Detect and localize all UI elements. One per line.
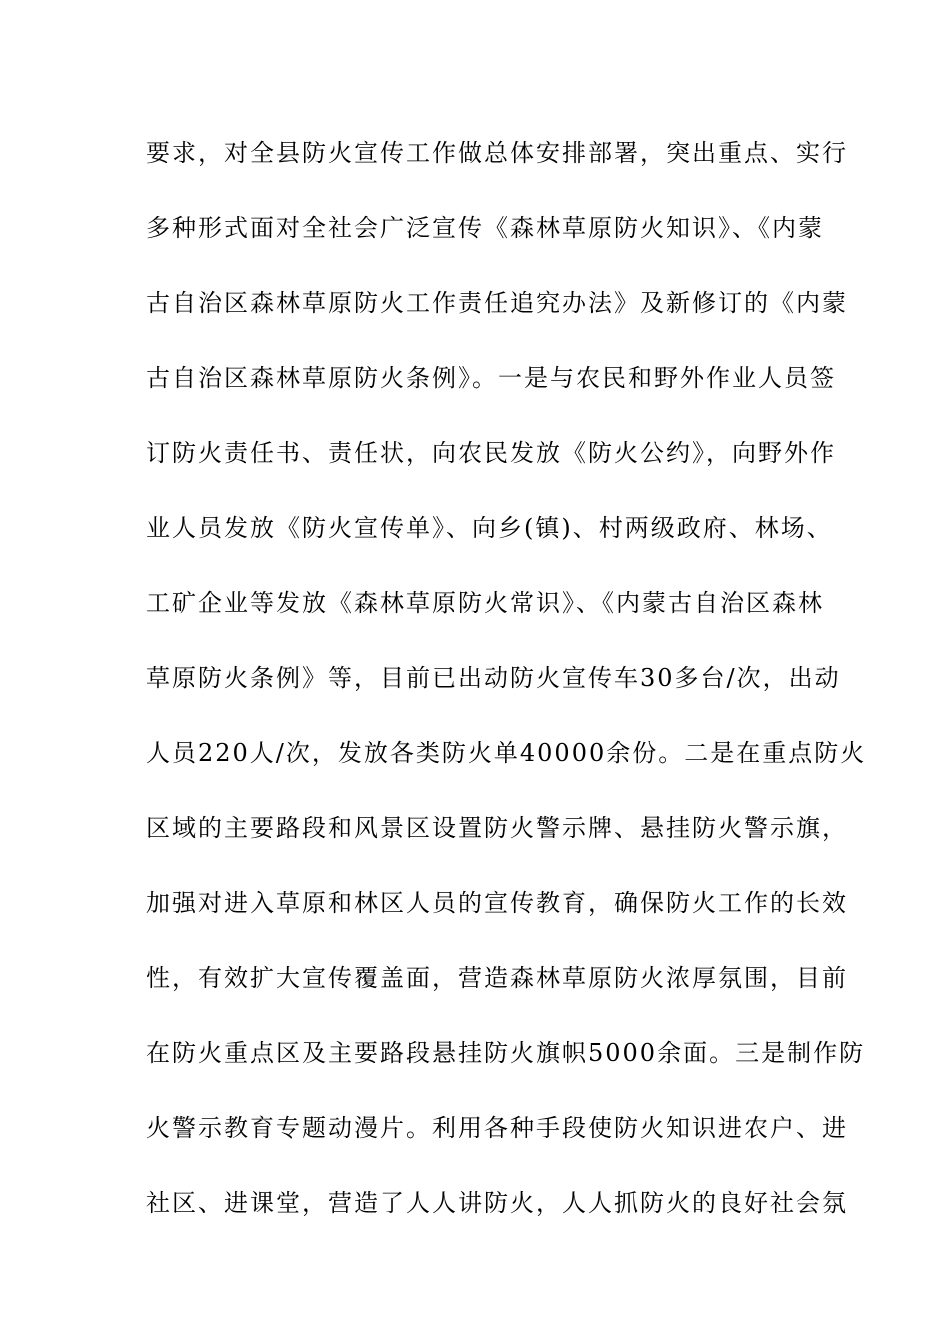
- text-line: 人员220人/次，发放各类防火单40000余份。二是在重点防火: [146, 739, 867, 767]
- text-line: 要求，对全县防火宣传工作做总体安排部署，突出重点、实行: [146, 139, 848, 167]
- text-line: 工矿企业等发放《森林草原防火常识》、《内蒙古自治区森林: [146, 589, 824, 617]
- body-text: [146, 132, 867, 1257]
- text-line: 在防火重点区及主要路段悬挂防火旗帜5000余面。三是制作防: [146, 1039, 866, 1067]
- text-line: 多种形式面对全社会广泛宣传《森林草原防火知识》、《内蒙: [146, 214, 824, 242]
- text-line: 火警示教育专题动漫片。利用各种手段使防火知识进农户、进: [146, 1114, 848, 1142]
- text-line: 加强对进入草原和林区人员的宣传教育，确保防火工作的长效: [146, 889, 848, 917]
- text-line: 草原防火条例》等，目前已出动防火宣传车30多台/次，出动: [146, 664, 841, 692]
- text-line: 社区、进课堂，营造了人人讲防火，人人抓防火的良好社会氛: [146, 1189, 848, 1217]
- text-line: 古自治区森林草原防火条例》。一是与农民和野外作业人员签: [146, 364, 836, 392]
- text-line: 订防火责任书、责任状，向农民发放《防火公约》，向野外作: [146, 439, 836, 467]
- text-line: 区域的主要路段和风景区设置防火警示牌、悬挂防火警示旗，: [146, 814, 848, 842]
- text-line: 古自治区森林草原防火工作责任追究办法》及新修订的《内蒙: [146, 289, 848, 317]
- text-line: 业人员发放《防火宣传单》、向乡(镇)、村两级政府、林场、: [146, 514, 833, 542]
- text-line: 性，有效扩大宣传覆盖面，营造森林草原防火浓厚氛围，目前: [146, 964, 848, 992]
